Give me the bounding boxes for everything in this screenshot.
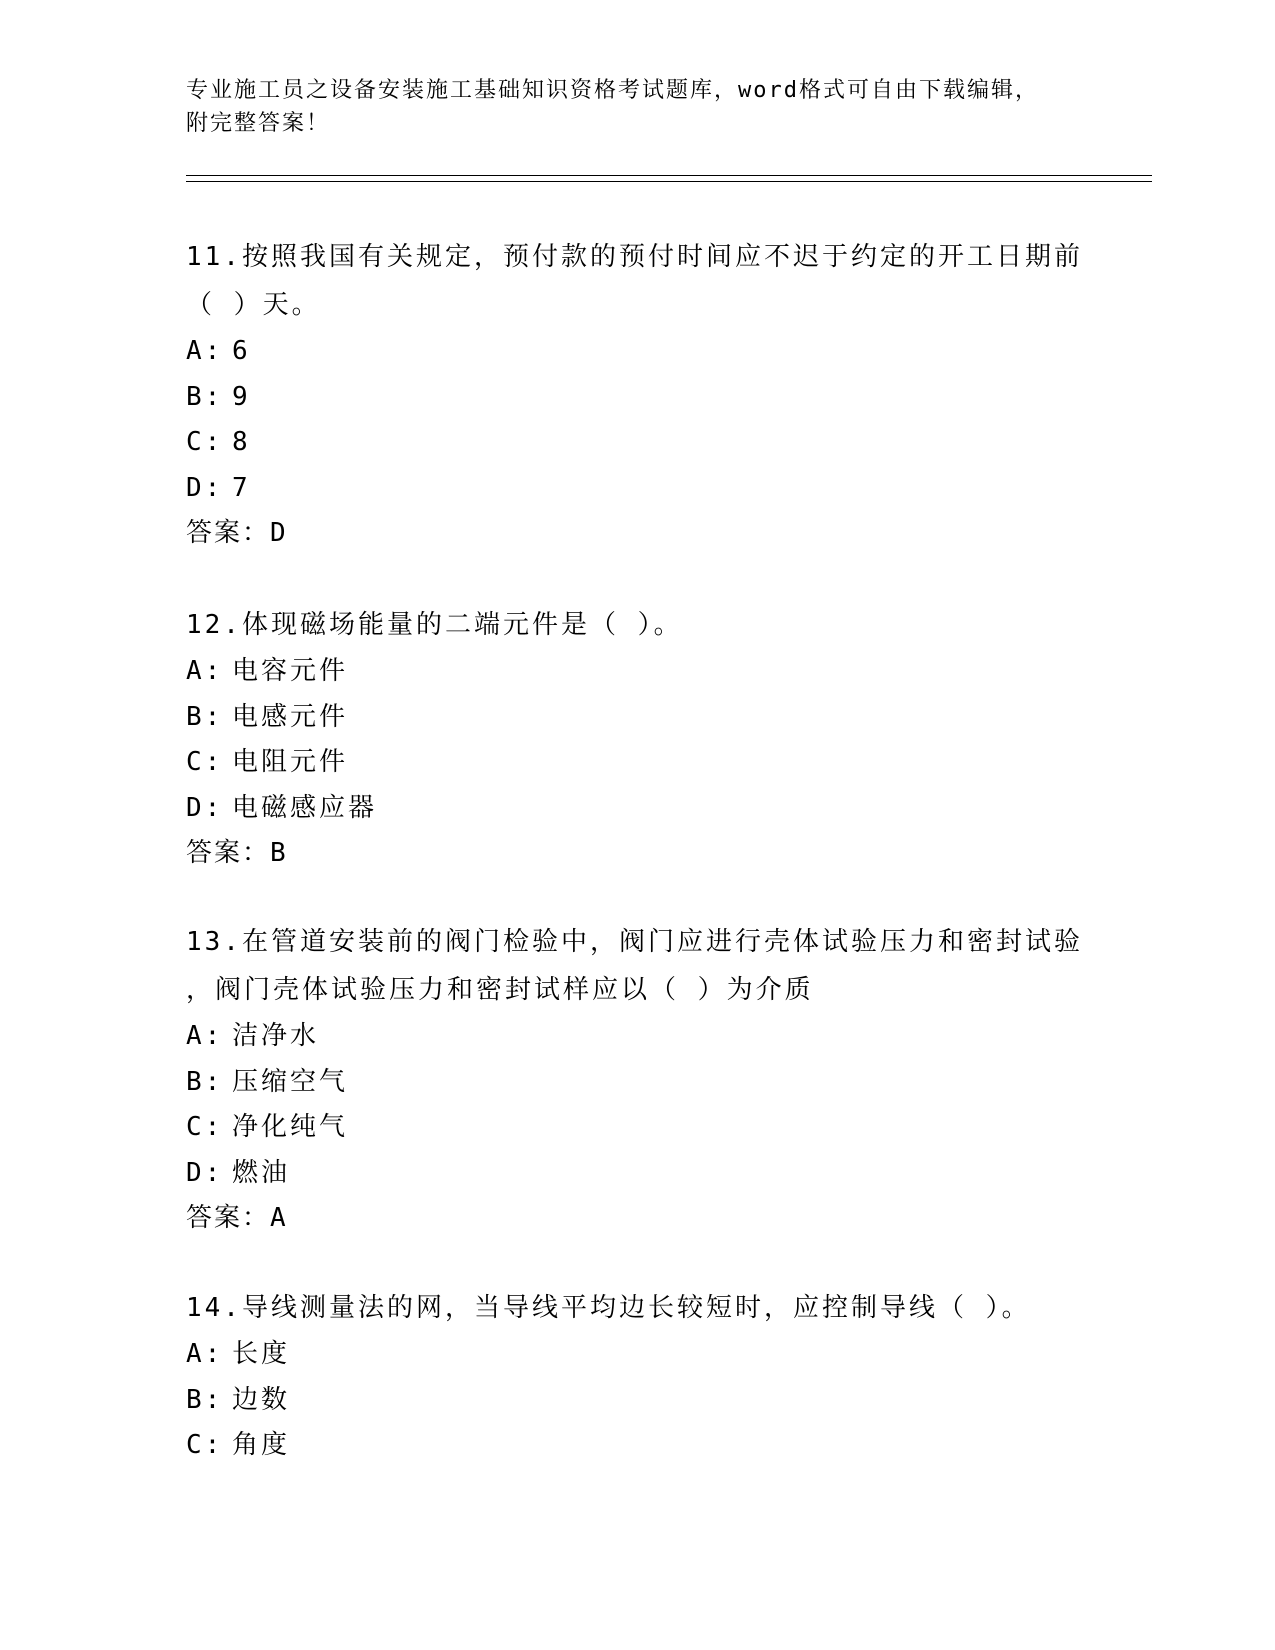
option-text: 9 [232, 381, 251, 412]
option-text: 8 [232, 427, 251, 457]
question-stem-line: 13.在管道安装前的阀门检验中，阀门应进行壳体试验压力和密封试验 [186, 927, 1083, 957]
option-letter: D: [186, 792, 224, 823]
option-b [186, 695, 1086, 741]
option-letter: B: [186, 1066, 224, 1097]
option-a [186, 649, 1086, 695]
option-text: 电磁感应器 [232, 792, 378, 823]
option-d [186, 786, 1086, 832]
question-stem-line: （ ）天。 [186, 290, 321, 320]
option-c [186, 420, 1086, 466]
option-letter: B: [186, 381, 224, 412]
option-b [186, 1060, 1086, 1106]
option-a [186, 1014, 1086, 1060]
question-12 [186, 601, 1086, 876]
option-c [186, 1423, 1086, 1469]
option-text: 洁净水 [232, 1021, 320, 1051]
option-letter: C: [186, 747, 224, 777]
answer-line: 答案：A [186, 1203, 288, 1233]
option-letter: A: [186, 656, 224, 686]
option-text: 压缩空气 [232, 1066, 349, 1097]
option-letter: A: [186, 1339, 224, 1369]
answer-line: 答案：D [186, 518, 288, 548]
option-d [186, 466, 1086, 512]
option-letter: B: [186, 1384, 224, 1415]
option-text: 角度 [232, 1430, 291, 1460]
question-13 [186, 918, 1086, 1241]
option-letter: D: [186, 472, 224, 503]
option-c [186, 740, 1086, 786]
option-a [186, 1332, 1086, 1378]
option-text: 长度 [232, 1339, 291, 1369]
option-letter: A: [186, 336, 224, 366]
option-letter: B: [186, 701, 224, 732]
option-text: 边数 [232, 1384, 291, 1415]
option-letter: C: [186, 1112, 224, 1142]
option-text: 燃油 [232, 1157, 291, 1188]
option-letter: C: [186, 427, 224, 457]
option-c [186, 1105, 1086, 1151]
question-14 [186, 1284, 1086, 1469]
header-divider-bottom [186, 181, 1152, 182]
option-b [186, 1378, 1086, 1424]
question-stem-line: 12.体现磁场能量的二端元件是（ ）。 [186, 610, 683, 640]
option-d [186, 1151, 1086, 1197]
option-letter: A: [186, 1021, 224, 1051]
option-letter: D: [186, 1157, 224, 1188]
document-header [186, 74, 1086, 140]
header-divider-top [186, 175, 1152, 176]
question-stem-line: 14.导线测量法的网，当导线平均边长较短时，应控制导线（ ）。 [186, 1293, 1031, 1323]
question-11 [186, 233, 1086, 556]
option-text: 净化纯气 [232, 1112, 349, 1142]
header-line-2: 附完整答案！ [186, 111, 331, 136]
header-line-1: 专业施工员之设备安装施工基础知识资格考试题库，word格式可自由下载编辑， [186, 78, 1039, 103]
option-text: 电容元件 [232, 656, 349, 686]
option-text: 电感元件 [232, 701, 349, 732]
option-letter: C: [186, 1430, 224, 1460]
question-stem-line: 11.按照我国有关规定，预付款的预付时间应不迟于约定的开工日期前 [186, 242, 1083, 272]
option-text: 6 [232, 336, 251, 366]
option-b [186, 375, 1086, 421]
option-a [186, 329, 1086, 375]
option-text: 7 [232, 472, 251, 503]
option-text: 电阻元件 [232, 747, 349, 777]
answer-line: 答案：B [186, 838, 288, 868]
question-stem-line: ，阀门壳体试验压力和密封试样应以（ ）为介质 [186, 975, 814, 1005]
